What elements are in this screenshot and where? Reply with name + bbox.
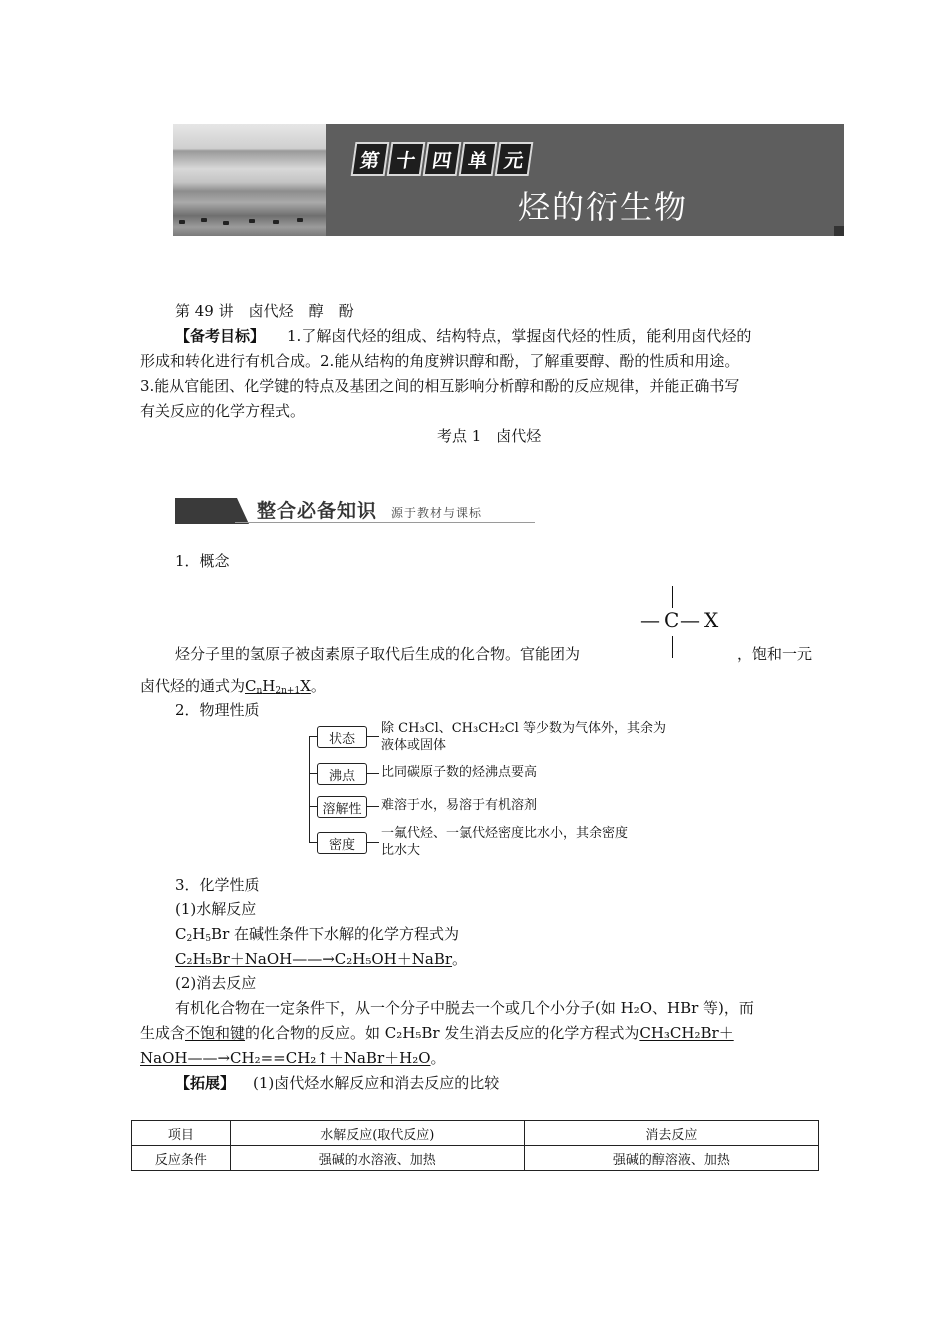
extension-line bbox=[175, 1071, 499, 1095]
table-cell: 反应条件 bbox=[132, 1146, 231, 1171]
section-banner-shape bbox=[175, 498, 249, 524]
table-header-cell: 水解反应(取代反应) bbox=[230, 1121, 524, 1146]
connector bbox=[309, 842, 317, 843]
table-cell: 强碱的醇溶液、加热 bbox=[524, 1146, 818, 1171]
table-header-cell: 消去反应 bbox=[524, 1121, 818, 1146]
objectives-label: 【备考目标】 bbox=[175, 327, 266, 345]
table-header-cell: 项目 bbox=[132, 1121, 231, 1146]
ethyl-bromide-formula: $C_2H_5Br$ bbox=[175, 925, 230, 944]
connector bbox=[309, 773, 317, 774]
connector bbox=[367, 842, 379, 843]
property-desc-solubility: 难溶于水，易溶于有机溶剂 bbox=[381, 798, 538, 813]
property-box-state: 状态 bbox=[317, 726, 367, 748]
elimination-text-2: 生成含不饱和键的化合物的反应。如 C₂H₅Br 发生消去反应的化学方程式为CH₃CH₂Br＋ bbox=[140, 1024, 734, 1042]
connector bbox=[367, 736, 379, 737]
connector bbox=[309, 736, 317, 737]
connector bbox=[309, 806, 317, 807]
cow-shape bbox=[201, 218, 207, 222]
connector bbox=[367, 773, 379, 774]
concept-heading: 1．概念 bbox=[175, 552, 230, 570]
comparison-table bbox=[131, 1120, 819, 1171]
property-desc-density: 一氟代烃、一氯代烃密度比水小，其余密度 bbox=[381, 826, 629, 841]
landscape-image bbox=[173, 124, 326, 236]
elimination-equation-part1: CH₃CH₂Br＋ bbox=[639, 1024, 734, 1042]
property-desc-density-2: 比水大 bbox=[381, 843, 421, 858]
section-title: 整合必备知识 bbox=[257, 500, 378, 522]
general-formula: $C_nH_{2n+1}X$ bbox=[245, 677, 311, 696]
extension-label: 【拓展】 bbox=[175, 1074, 236, 1092]
property-box-boiling: 沸点 bbox=[317, 763, 367, 785]
bond-line bbox=[672, 636, 673, 658]
connector bbox=[367, 806, 379, 807]
property-box-density: 密度 bbox=[317, 832, 367, 854]
unit-banner bbox=[173, 124, 844, 236]
property-desc-state-2: 液体或固体 bbox=[381, 738, 447, 753]
unit-char: 十 bbox=[387, 142, 426, 176]
property-box-solubility: 溶解性 bbox=[317, 796, 367, 818]
unit-title: 烃的衍生物 bbox=[518, 188, 689, 226]
objectives-line-1 bbox=[175, 324, 751, 348]
unit-char: 元 bbox=[495, 142, 534, 176]
kaodian-title: 考点 1 卤代烃 bbox=[437, 427, 542, 445]
property-desc-boiling: 比同碳原子数的烃沸点要高 bbox=[381, 765, 538, 780]
objectives-line-3: 3.能从官能团、化学键的特点及基团之间的相互影响分析醇和酚的反应规律，并能正确书写 bbox=[140, 377, 740, 395]
table-cell: 强碱的水溶液、加热 bbox=[230, 1146, 524, 1171]
section-banner bbox=[175, 498, 535, 524]
unit-number bbox=[353, 142, 531, 176]
unit-char: 四 bbox=[423, 142, 462, 176]
section-subtitle: 源于教材与课标 bbox=[391, 506, 483, 520]
chemical-heading: 3．化学性质 bbox=[175, 876, 260, 894]
unsaturated-bond-answer: 不饱和键 bbox=[185, 1024, 246, 1042]
cow-shape bbox=[297, 218, 303, 222]
elimination-heading: (2)消去反应 bbox=[175, 974, 257, 992]
banner-corner bbox=[834, 226, 844, 236]
objectives-line-2: 形成和转化进行有机合成。2.能从结构的角度辨识醇和酚，了解重要醇、酚的性质和用途。 bbox=[140, 352, 740, 370]
bond-dash: — bbox=[640, 608, 660, 632]
table-row bbox=[132, 1146, 819, 1171]
hydrolysis-heading: (1)水解反应 bbox=[175, 900, 257, 918]
hydrolysis-equation-line: C₂H₅Br＋NaOH——→C₂H₅OH＋NaBr。 bbox=[175, 950, 468, 968]
concept-text-c: 卤代烃的通式为$C_nH_{2n+1}X$。 bbox=[140, 677, 326, 696]
hydrolysis-equation: C₂H₅Br＋NaOH——→C₂H₅OH＋NaBr bbox=[175, 950, 453, 968]
unit-char: 第 bbox=[351, 142, 390, 176]
elimination-equation-part2: NaOH——→CH₂==CH₂↑＋NaBr＋H₂O bbox=[140, 1049, 431, 1067]
cow-shape bbox=[179, 220, 185, 224]
elimination-text-1: 有机化合物在一定条件下，从一个分子中脱去一个或几个小分子(如 H₂O、HBr 等)，而 bbox=[175, 999, 754, 1017]
table-header-row bbox=[132, 1121, 819, 1146]
cow-shape bbox=[273, 220, 279, 224]
diagram-spine bbox=[309, 736, 310, 842]
unit-char: 单 bbox=[459, 142, 498, 176]
cow-shape bbox=[249, 219, 255, 223]
objectives-text: 1.了解卤代烃的组成、结构特点，掌握卤代烃的性质，能利用卤代烃的 bbox=[287, 327, 752, 345]
objectives-line-4: 有关反应的化学方程式。 bbox=[140, 402, 306, 420]
carbon-atom: C bbox=[664, 608, 680, 632]
property-desc-state: 除 CH₃Cl、CH₃CH₂Cl 等少数为气体外，其余为 bbox=[381, 721, 666, 736]
extension-text: (1)卤代烃水解反应和消去反应的比较 bbox=[253, 1074, 500, 1092]
physical-heading: 2．物理性质 bbox=[175, 701, 260, 719]
bond-dash: — bbox=[680, 608, 700, 632]
concept-text-a: 烃分子里的氢原子被卤素原子取代后生成的化合物。官能团为 bbox=[175, 645, 581, 663]
concept-text: 卤代烃的通式为 bbox=[140, 677, 246, 695]
concept-text-b: ，饱和一元 bbox=[737, 645, 813, 663]
cow-shape bbox=[223, 221, 229, 225]
lesson-title: 第 49 讲 卤代烃 醇 酚 bbox=[175, 302, 354, 320]
halogen-atom: X bbox=[704, 608, 719, 632]
elimination-text-3: NaOH——→CH₂==CH₂↑＋NaBr＋H₂O。 bbox=[140, 1049, 446, 1067]
hydrolysis-intro: $C_2H_5Br$ 在碱性条件下水解的化学方程式为 bbox=[175, 925, 460, 944]
bond-line bbox=[672, 586, 673, 608]
